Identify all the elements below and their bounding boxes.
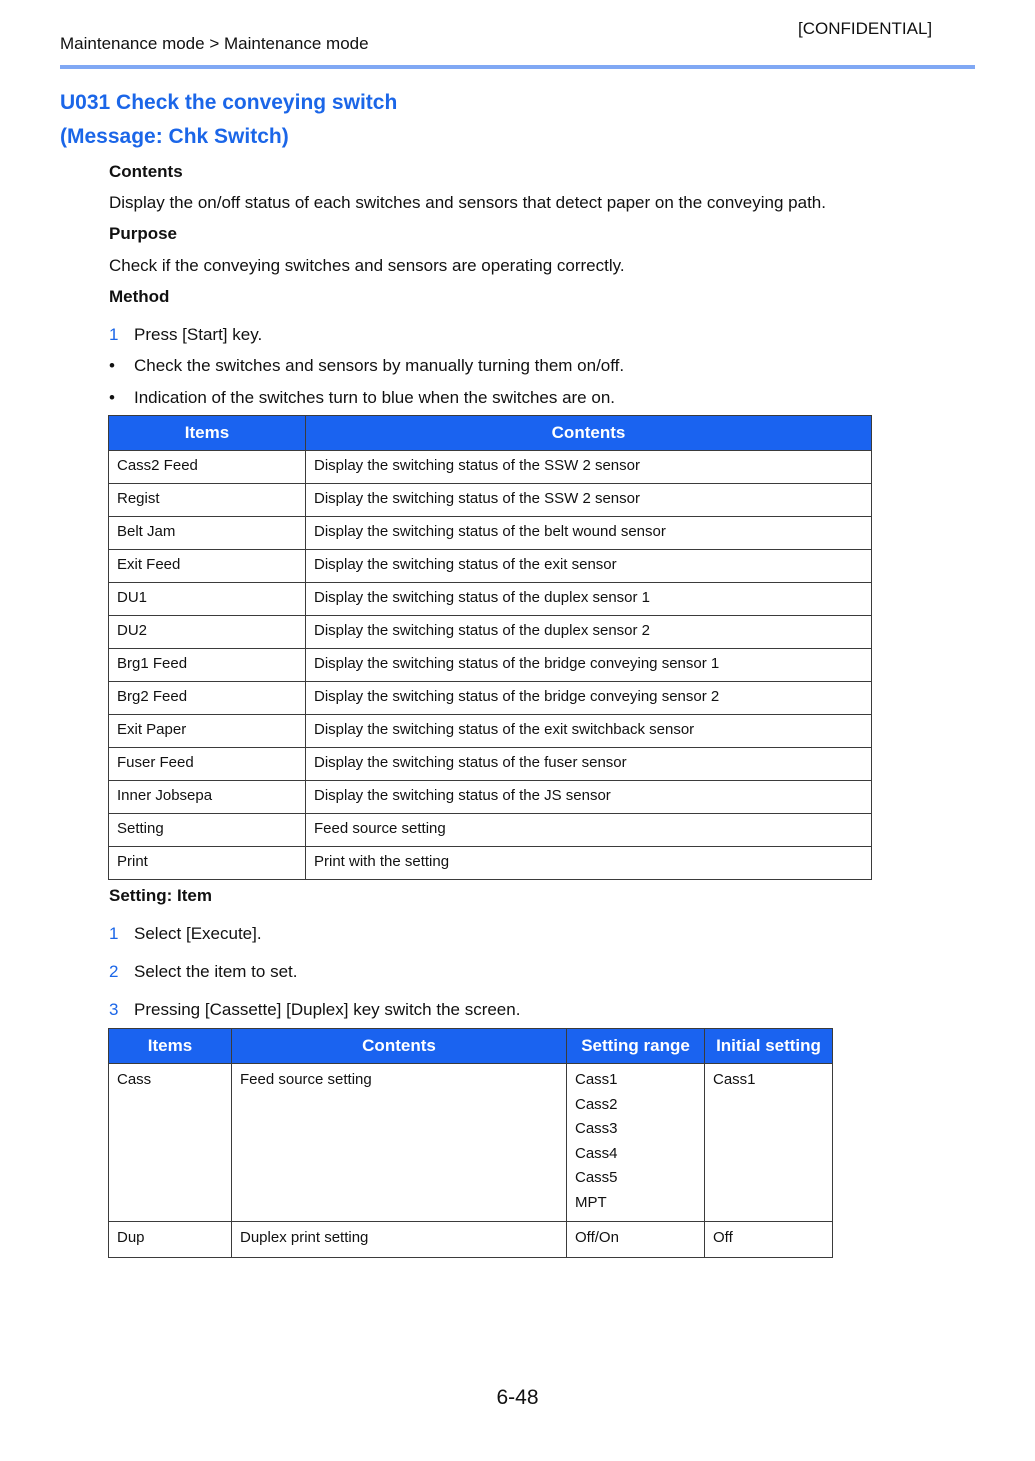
item-cell: Exit Paper [109, 715, 306, 748]
setting-items-table [108, 1028, 833, 1258]
table-row [109, 550, 872, 583]
breadcrumb: Maintenance mode > Maintenance mode [60, 34, 369, 53]
column-header-contents: Contents [306, 416, 872, 451]
setting-item-heading: Setting: Item [109, 886, 212, 905]
setting-range-cell [567, 1222, 705, 1258]
range-value: Cass5 [575, 1169, 618, 1186]
column-header-items: Items [109, 1029, 232, 1064]
contents-cell: Display the switching status of the exit switchback sensor [306, 715, 872, 748]
switch-items-table [108, 415, 872, 880]
item-cell: Inner Jobsepa [109, 781, 306, 814]
contents-cell: Feed source setting [306, 814, 872, 847]
initial-setting-cell: Cass1 [705, 1064, 833, 1222]
initial-setting-cell: Off [705, 1222, 833, 1258]
table-row [109, 616, 872, 649]
step-number: 3 [109, 1000, 119, 1019]
item-cell: Dup [109, 1222, 232, 1258]
table-row [109, 715, 872, 748]
range-value: Cass2 [575, 1095, 618, 1113]
step-text: Select the item to set. [134, 962, 298, 981]
column-header-setting-range: Setting range [567, 1029, 705, 1064]
contents-cell: Display the switching status of the exit sensor [306, 550, 872, 583]
page-subtitle: (Message: Chk Switch) [60, 125, 289, 148]
contents-cell: Display the switching status of the duplex sensor 2 [306, 616, 872, 649]
bullet-icon: • [109, 356, 115, 375]
item-cell: Brg2 Feed [109, 682, 306, 715]
range-value: Cass3 [575, 1120, 618, 1137]
bullet-icon: • [109, 388, 115, 407]
step-number: 1 [109, 924, 119, 943]
table-row [109, 649, 872, 682]
item-cell: Exit Feed [109, 550, 306, 583]
table-row [109, 583, 872, 616]
item-cell: Setting [109, 814, 306, 847]
item-cell: Print [109, 847, 306, 880]
step-text: Press [Start] key. [134, 325, 263, 344]
range-value: Off/On [575, 1229, 619, 1246]
contents-cell: Display the switching status of the duplex sensor 1 [306, 583, 872, 616]
table-header-row [109, 416, 872, 451]
item-cell: Belt Jam [109, 517, 306, 550]
header-divider [60, 65, 975, 69]
confidential-label: [CONFIDENTIAL] [798, 19, 933, 38]
purpose-text: Check if the conveying switches and sensors are operating correctly. [109, 256, 625, 275]
range-value: Cass4 [575, 1144, 618, 1162]
item-cell: Fuser Feed [109, 748, 306, 781]
item-cell: Brg1 Feed [109, 649, 306, 682]
purpose-heading: Purpose [109, 224, 178, 243]
step-number: 1 [109, 325, 119, 344]
step-text: Pressing [Cassette] [Duplex] key switch the screen. [134, 1000, 521, 1019]
method-heading: Method [109, 287, 170, 306]
contents-cell: Display the switching status of the fuser sensor [306, 748, 872, 781]
contents-cell: Display the switching status of the bridge conveying sensor 2 [306, 682, 872, 715]
contents-cell: Duplex print setting [232, 1222, 567, 1258]
table-row [109, 451, 872, 484]
table-row [109, 814, 872, 847]
contents-cell: Display the switching status of the bridge conveying sensor 1 [306, 649, 872, 682]
table-row [109, 847, 872, 880]
range-value: MPT [575, 1193, 607, 1211]
contents-cell: Feed source setting [232, 1064, 567, 1222]
column-header-items: Items [109, 416, 306, 451]
bullet-text: Check the switches and sensors by manually turning them on/off. [134, 356, 625, 375]
page-title: U031 Check the conveying switch [60, 91, 398, 114]
table-row [109, 1222, 833, 1258]
table-row [109, 517, 872, 550]
table-row [109, 682, 872, 715]
setting-range-cell [567, 1064, 705, 1222]
contents-cell: Display the switching status of the belt wound sensor [306, 517, 872, 550]
contents-cell: Print with the setting [306, 847, 872, 880]
page-number: 6-48 [496, 1386, 539, 1409]
contents-cell: Display the switching status of the JS sensor [306, 781, 872, 814]
item-cell: Cass [109, 1064, 232, 1222]
table-row [109, 484, 872, 517]
contents-cell: Display the switching status of the SSW 2 sensor [306, 451, 872, 484]
range-value: Cass1 [575, 1071, 618, 1088]
table-row [109, 748, 872, 781]
bullet-text: Indication of the switches turn to blue when the switches are on. [134, 388, 615, 407]
table-row [109, 1064, 833, 1222]
column-header-initial-setting: Initial setting [705, 1029, 833, 1064]
table-header-row [109, 1029, 833, 1064]
step-text: Select [Execute]. [134, 924, 262, 943]
column-header-contents: Contents [232, 1029, 567, 1064]
contents-heading: Contents [109, 162, 183, 181]
step-number: 2 [109, 962, 119, 981]
item-cell: Cass2 Feed [109, 451, 306, 484]
item-cell: DU2 [109, 616, 306, 649]
contents-cell: Display the switching status of the SSW 2 sensor [306, 484, 872, 517]
item-cell: Regist [109, 484, 306, 517]
table-row [109, 781, 872, 814]
item-cell: DU1 [109, 583, 306, 616]
contents-text: Display the on/off status of each switches and sensors that detect paper on the conveying path. [109, 193, 826, 212]
